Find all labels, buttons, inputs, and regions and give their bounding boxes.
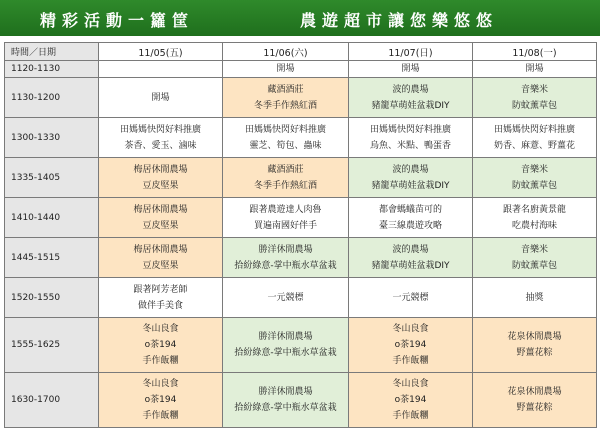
table-row <box>5 118 597 158</box>
activity-line: 奶香、麻薏、野薑花 <box>493 140 575 151</box>
activity-line: 勝洋休閒農場 <box>258 332 313 342</box>
activity-line: 豆皮堅果 <box>142 220 179 231</box>
time-slot: 1120-1130 <box>5 61 99 78</box>
activity-cell <box>223 238 349 278</box>
activity-line: 波的農場 <box>392 244 429 255</box>
activity-line: 音樂米 <box>520 164 548 175</box>
activity-line: 冬山良食 <box>142 324 179 334</box>
activity-line: 防蚊薰草包 <box>511 100 557 111</box>
activity-line: 花泉休閒農場 <box>507 332 562 342</box>
activity-cell <box>349 373 473 428</box>
activity-cell <box>349 158 473 198</box>
activity-cell <box>473 61 597 78</box>
activity-line: 拾紛綠意-掌中瓶水草盆栽 <box>234 260 337 271</box>
activity-line: 臺三線農遊攻略 <box>378 220 442 231</box>
activity-cell <box>99 373 223 428</box>
table-row <box>5 198 597 238</box>
activity-line: o茶194 <box>144 395 177 405</box>
table-row <box>5 158 597 198</box>
activity-line: o茶194 <box>144 340 177 350</box>
header-time-date: 時間／日期 <box>5 43 99 61</box>
header-row <box>5 43 597 61</box>
activity-line: 豆皮堅果 <box>142 260 179 271</box>
activity-cell <box>223 118 349 158</box>
activity-line: o茶194 <box>394 395 427 405</box>
header-date: 11/06(六) <box>223 43 349 61</box>
activity-cell <box>473 318 597 373</box>
activity-cell <box>223 278 349 318</box>
activity-line: 靈芝、筍包、蟲味 <box>249 140 322 151</box>
activity-line: 梅居休閒農場 <box>133 204 188 215</box>
time-slot: 1335-1405 <box>5 158 99 198</box>
activity-cell <box>99 318 223 373</box>
activity-cell <box>349 278 473 318</box>
activity-cell <box>99 158 223 198</box>
activity-line: 豬籠草萌娃盆栽DIY <box>371 180 450 191</box>
activity-line: 田媽媽快閃好料推廣 <box>119 124 201 135</box>
activity-line: 手作飯糰 <box>142 411 179 421</box>
time-slot: 1520-1550 <box>5 278 99 318</box>
table-row <box>5 61 597 78</box>
table-row <box>5 318 597 373</box>
activity-line: 開場 <box>151 92 170 103</box>
activity-line: 都會螞蟻苗可的 <box>378 204 442 215</box>
activity-line: 開場 <box>525 64 544 74</box>
activity-line: 冬季手作熱紅酒 <box>253 180 317 191</box>
activity-cell <box>99 118 223 158</box>
time-slot: 1410-1440 <box>5 198 99 238</box>
activity-cell <box>349 318 473 373</box>
activity-cell <box>349 198 473 238</box>
activity-cell <box>473 118 597 158</box>
activity-line: 豬籠草萌娃盆栽DIY <box>371 100 450 111</box>
activity-line: 跟著名廚黃景龍 <box>502 204 566 215</box>
time-slot: 1445-1515 <box>5 238 99 278</box>
activity-line: 開場 <box>401 64 420 74</box>
activity-line: 花泉休閒農場 <box>507 387 562 397</box>
activity-cell <box>223 318 349 373</box>
activity-line: 茶香、愛玉、滷味 <box>124 140 197 151</box>
activity-line: 烏魚、米點、鴨蛋香 <box>369 140 451 151</box>
time-slot: 1555-1625 <box>5 318 99 373</box>
activity-line: 冬季手作熱紅酒 <box>253 100 317 111</box>
activity-line: o茶194 <box>394 340 427 350</box>
activity-cell <box>473 373 597 428</box>
table-row <box>5 373 597 428</box>
activity-line: 勝洋休閒農場 <box>258 244 313 255</box>
activity-cell <box>223 373 349 428</box>
activity-line: 抽獎 <box>525 292 544 303</box>
activity-line: 田媽媽快閃好料推廣 <box>244 124 326 135</box>
activity-line: 跟著阿芳老師 <box>133 284 188 295</box>
activity-cell <box>99 278 223 318</box>
activity-line: 藏酒酒莊 <box>267 164 304 175</box>
table-row <box>5 238 597 278</box>
activity-cell <box>473 238 597 278</box>
activity-cell <box>349 118 473 158</box>
activity-line: 拾紛綠意-掌中瓶水草盆栽 <box>234 403 337 413</box>
activity-line: 音樂米 <box>520 84 548 95</box>
activity-line: 冬山良食 <box>392 324 429 334</box>
activity-cell <box>223 61 349 78</box>
activity-line: 音樂米 <box>520 244 548 255</box>
activity-cell <box>99 61 223 78</box>
activity-cell <box>223 158 349 198</box>
activity-line: 野薑花粽 <box>516 348 553 358</box>
table-row <box>5 278 597 318</box>
activity-cell <box>223 78 349 118</box>
activity-line: 手作飯糰 <box>142 356 179 366</box>
title-banner <box>0 0 600 36</box>
activity-cell <box>473 198 597 238</box>
activity-line: 防蚊薰草包 <box>511 260 557 271</box>
activity-line: 波的農場 <box>392 84 429 95</box>
activity-cell <box>99 78 223 118</box>
activity-line: 田媽媽快閃好料推廣 <box>369 124 451 135</box>
banner-right-title: 農遊超市讓您樂悠悠 <box>300 11 499 30</box>
activity-line: 冬山良食 <box>392 379 429 389</box>
activity-line: 梅居休閒農場 <box>133 164 188 175</box>
activity-line: 野薑花粽 <box>516 403 553 413</box>
activity-line: 吃農村海味 <box>511 220 557 231</box>
activity-line: 跟著農遊達人肉魯 <box>249 204 322 215</box>
activity-line: 一元競標 <box>392 292 429 303</box>
time-slot: 1630-1700 <box>5 373 99 428</box>
header-date: 11/07(日) <box>349 43 473 61</box>
activity-cell <box>349 78 473 118</box>
activity-line: 波的農場 <box>392 164 429 175</box>
activity-line: 拾紛綠意-掌中瓶水草盆栽 <box>234 348 337 358</box>
activity-line: 做伴手美食 <box>137 300 183 311</box>
activity-line: 手作飯糰 <box>392 411 429 421</box>
activity-line: 買遍南國好伴手 <box>253 220 317 231</box>
activity-line: 手作飯糰 <box>392 356 429 366</box>
activity-line: 勝洋休閒農場 <box>258 387 313 397</box>
activity-cell <box>99 198 223 238</box>
header-date: 11/08(一) <box>473 43 597 61</box>
time-slot: 1130-1200 <box>5 78 99 118</box>
table-row <box>5 78 597 118</box>
activity-line: 藏酒酒莊 <box>267 84 304 95</box>
activity-line: 一元競標 <box>267 292 304 303</box>
activity-cell <box>223 198 349 238</box>
activity-line: 豬籠草萌娃盆栽DIY <box>371 260 450 271</box>
activity-cell <box>99 238 223 278</box>
schedule-table <box>4 42 597 428</box>
activity-line: 冬山良食 <box>142 379 179 389</box>
banner-left-title: 精彩活動一籮筐 <box>40 11 195 30</box>
activity-cell <box>349 238 473 278</box>
activity-cell <box>473 278 597 318</box>
activity-line: 豆皮堅果 <box>142 180 179 191</box>
activity-line: 梅居休閒農場 <box>133 244 188 255</box>
activity-cell <box>473 158 597 198</box>
activity-cell <box>349 61 473 78</box>
activity-line: 開場 <box>276 64 295 74</box>
activity-line: 田媽媽快閃好料推廣 <box>493 124 575 135</box>
activity-line: 防蚊薰草包 <box>511 180 557 191</box>
time-slot: 1300-1330 <box>5 118 99 158</box>
header-date: 11/05(五) <box>99 43 223 61</box>
activity-cell <box>473 78 597 118</box>
